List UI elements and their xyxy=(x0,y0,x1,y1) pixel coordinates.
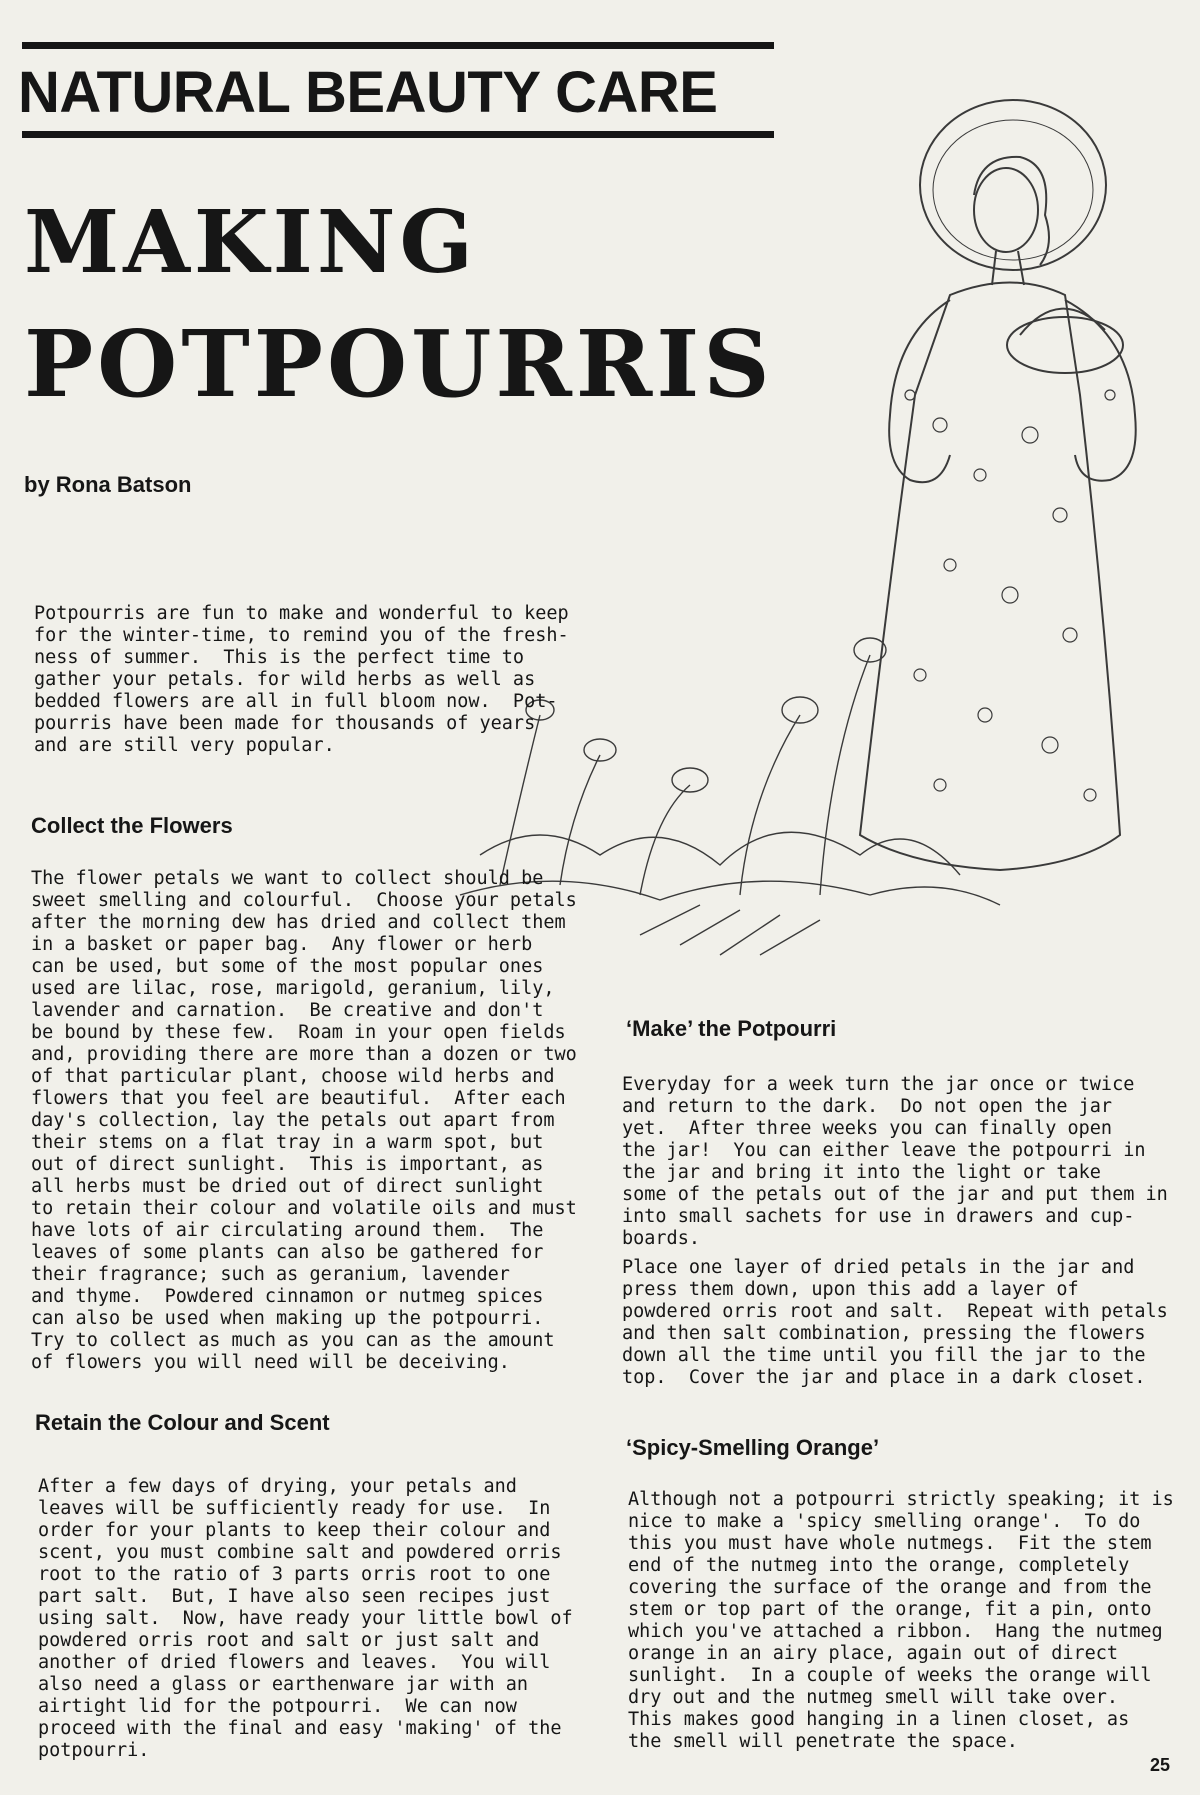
dress xyxy=(860,283,1120,871)
flower-head xyxy=(584,739,616,761)
make-potpourri-paragraph-1: Everyday for a week turn the jar once or twice and return to the dark. Do not open the jar yet. After three weeks you can finally open the jar! You can either leave the potpourri in the jar and bring it into the light or take some of the petals out of the jar and put them in into small sachets for use in drawers and cup- boards. xyxy=(622,1074,1168,1249)
flower-dot xyxy=(1042,737,1058,753)
heading-retain-colour-and-scent: Retain the Colour and Scent xyxy=(35,1410,330,1435)
headline-line-1: MAKING xyxy=(24,192,477,293)
flower-dot xyxy=(933,418,947,432)
heading-collect-the-flowers: Collect the Flowers xyxy=(31,813,233,838)
flower-dot xyxy=(1105,390,1115,400)
flower-dot xyxy=(1063,628,1077,642)
dress-pattern xyxy=(905,390,1115,801)
basket xyxy=(1007,317,1123,373)
flower-dot xyxy=(914,669,926,681)
flower-head xyxy=(782,697,818,723)
flower-dot xyxy=(1002,587,1018,603)
flower-dot xyxy=(978,708,992,722)
flower-head xyxy=(672,768,708,792)
flower-dot xyxy=(974,469,986,481)
flower-dot xyxy=(905,390,915,400)
byline: by Rona Batson xyxy=(24,472,192,497)
make-potpourri-paragraph-2: Place one layer of dried petals in the jar and press them down, upon this add a layer of powdered orris root and salt. Repeat with petals and then salt combination, pressing the flowers down all the time until you fill the jar to the top. Cover the jar and place in a dark closet. xyxy=(622,1257,1168,1388)
title-rule-top xyxy=(22,42,774,49)
left-sleeve xyxy=(889,300,950,482)
flower-dot xyxy=(1084,789,1096,801)
basket-handle xyxy=(1020,309,1105,335)
face xyxy=(974,168,1038,252)
collect-flowers-paragraph: The flower petals we want to collect should be sweet smelling and colourful. Choose your petals after the morning dew has dried and collect them in a basket or paper bag. Any flower or herb can be used, but some of the most popular ones used are lilac, rose, marigold, geranium, lily, lavender and carnation. Be creative and don't be bound by these few. Roam in your open fields and, providing there are more than a dozen or two of that particular plant, choose wild herbs and flowers that you feel are beautiful. After each day's collection, lay the petals out apart from their stems on a flat tray in a warm spot, but out of direct sunlight. This is important, as all herbs must be dried out of direct sunlight to retain their colour and volatile oils and must have lots of air circulating around them. The leaves of some plants can also be gathered for their fragrance; such as geranium, lavender and thyme. Powdered cinnamon or nutmeg spices can also be used when making up the potpourri. Try to collect as much as you can as the amount of flowers you will need will be deceiving. xyxy=(31,868,577,1373)
heading-make-the-potpourri: ‘Make’ the Potpourri xyxy=(626,1016,837,1041)
spicy-orange-paragraph: Although not a potpourri strictly speaking; it is nice to make a 'spicy smelling orange'. To do this you must have whole nutmegs. Fit the stem end of the nutmeg into the orange, completely covering the surface of the orange and from the stem or top part of the orange, fit a pin, onto which you've attached a ribbon. Hang the nutmeg orange in an airy place, again out of direct sunlight. In a couple of weeks the orange will dry out and the nutmeg smell will take over. This makes good hanging in a linen closet, as the smell will penetrate the space. xyxy=(628,1489,1174,1752)
plant-stem xyxy=(560,755,600,885)
ground-hatching xyxy=(640,905,820,955)
intro-paragraph: Potpourris are fun to make and wonderful to keep for the winter-time, to remind you of the fresh- ness of summer. This is the perfect time to gather your petals. for wild herbs as well as bedded flowers are all in full bloom now. Pot- pourris have been made for thousands of years and are still very popular. xyxy=(34,603,569,756)
page-number: 25 xyxy=(1150,1755,1171,1775)
flower-dot xyxy=(934,779,946,791)
heading-spicy-smelling-orange: ‘Spicy-Smelling Orange’ xyxy=(626,1435,880,1460)
plant-stem xyxy=(740,715,800,895)
flower-dot xyxy=(944,559,956,571)
plant-stem xyxy=(640,785,690,895)
flower-dot xyxy=(1022,427,1038,443)
flower-dot xyxy=(1053,508,1067,522)
right-sleeve xyxy=(1065,300,1136,481)
hat-brim-inner xyxy=(933,120,1093,260)
plant-stem xyxy=(820,655,870,895)
section-title: NATURAL BEAUTY CARE xyxy=(18,60,718,125)
retain-colour-paragraph: After a few days of drying, your petals and leaves will be sufficiently ready for use. In order for your plants to keep their colour and scent, you must combine salt and powdered orris root to the ratio of 3 parts orris root to one part salt. But, I have also seen recipes just using salt. Now, have ready your little bowl of powdered orris root and salt or just salt and another of dried flowers and leaves. You will also need a glass or earthenware jar with an airtight lid for the potpourri. We can now proceed with the final and easy 'making' of the potpourri. xyxy=(38,1476,573,1761)
hat-brim xyxy=(920,100,1106,270)
headline-line-2: POTPOURRIS xyxy=(24,310,774,418)
